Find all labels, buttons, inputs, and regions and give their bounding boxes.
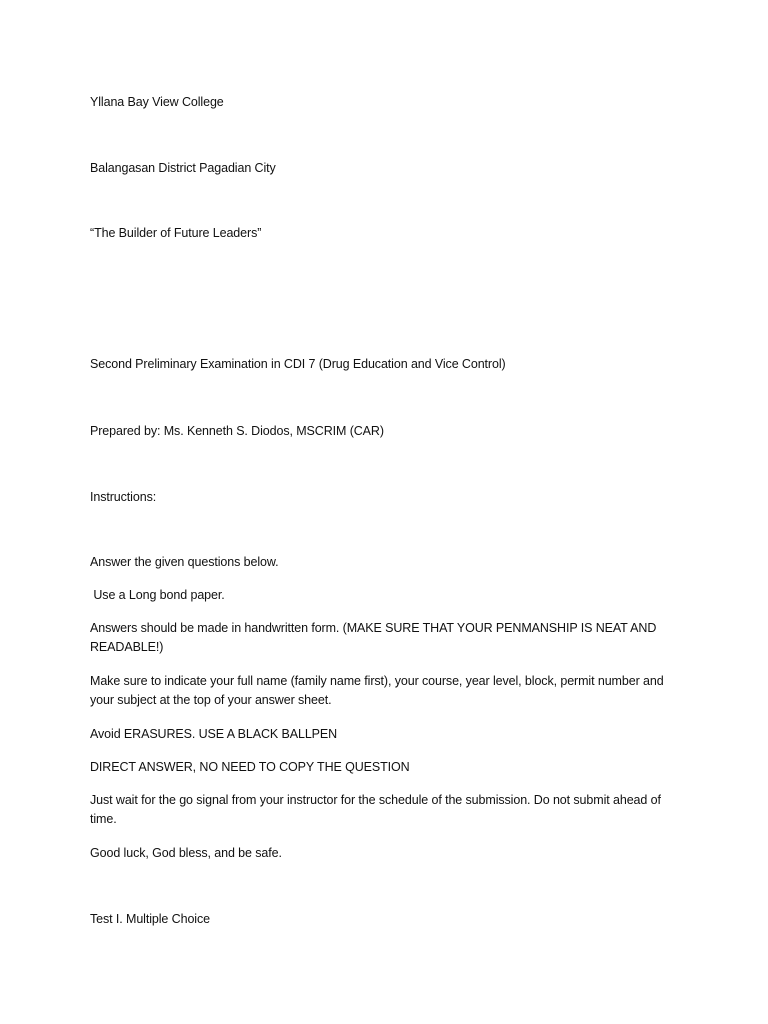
instructions-heading: Instructions: (90, 490, 157, 504)
school-address: Balangasan District Pagadian City (90, 161, 276, 175)
school-motto: “The Builder of Future Leaders” (90, 226, 262, 240)
instruction-item: DIRECT ANSWER, NO NEED TO COPY THE QUESTION (90, 760, 410, 774)
exam-title: Second Preliminary Examination in CDI 7 (Drug Education and Vice Control) (90, 357, 506, 371)
instruction-item: Good luck, God bless, and be safe. (90, 846, 282, 860)
instruction-item: Use a Long bond paper. (90, 588, 225, 602)
test-heading: Test I. Multiple Choice (90, 912, 210, 926)
instruction-item: Make sure to indicate your full name (family name first), your course, year level, block, permit number and your subject at the top of your answer sheet. (90, 674, 664, 707)
instruction-item: Avoid ERASURES. USE A BLACK BALLPEN (90, 727, 338, 741)
school-name: Yllana Bay View College (90, 95, 224, 109)
instruction-item: Answer the given questions below. (90, 555, 279, 569)
instruction-item: Just wait for the go signal from your instructor for the schedule of the submission. Do not submit ahead of time. (90, 793, 661, 826)
prepared-by: Prepared by: Ms. Kenneth S. Diodos, MSCRIM (CAR) (90, 424, 384, 438)
instruction-item: Answers should be made in handwritten form. (MAKE SURE THAT YOUR PENMANSHIP IS NEAT AND READABLE!) (90, 621, 657, 654)
